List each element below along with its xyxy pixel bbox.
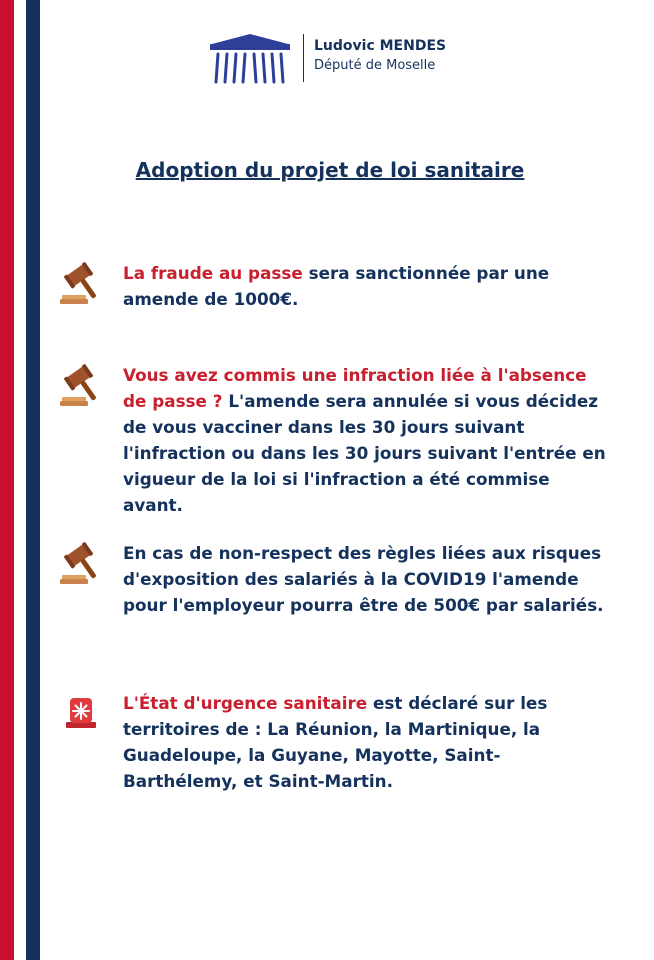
flag-stripe-blue (26, 0, 40, 960)
header (208, 30, 468, 86)
item-body: sera sanctionnée par une amende de 1000€. (123, 263, 550, 309)
page-title: Adoption du projet de loi sanitaire (135, 158, 525, 182)
gavel-icon (60, 364, 106, 408)
item-text (123, 260, 613, 312)
assemblee-nationale-logo (208, 32, 292, 86)
flag-stripe-red (0, 0, 14, 960)
item-body: En cas de non-respect des règles liées aux risques d'exposition des salariés à la COVID19 l'amende pour l'employeur pourra être de 500€ par salariés. (123, 543, 604, 615)
item-highlight: L'État d'urgence sanitaire (123, 693, 368, 713)
deputy-role: Député de Moselle (314, 58, 436, 73)
item-highlight: La fraude au passe (123, 263, 303, 283)
item-text (123, 690, 613, 794)
item-text (123, 362, 613, 518)
item-highlight: Vous avez commis une infraction liée à l'absence de passe ? (123, 365, 587, 411)
gavel-icon (60, 262, 106, 306)
item-body: est déclaré sur les territoires de : La Réunion, la Martinique, la Guadeloupe, la Guyane, Mayotte, Saint-Barthélemy, et Saint-Martin. (123, 693, 548, 791)
emergency-siren-icon (60, 692, 106, 736)
gavel-icon (60, 542, 106, 586)
deputy-name: Ludovic MENDES (314, 38, 447, 54)
flag-stripe-white (14, 0, 26, 960)
item-text (123, 540, 613, 618)
item-body: L'amende sera annulée si vous décidez de vous vacciner dans les 30 jours suivant l'infraction ou dans les 30 jours suivant l'entrée en vigueur de la loi si l'infraction a été commise avant. (123, 391, 606, 515)
header-divider (303, 34, 304, 82)
